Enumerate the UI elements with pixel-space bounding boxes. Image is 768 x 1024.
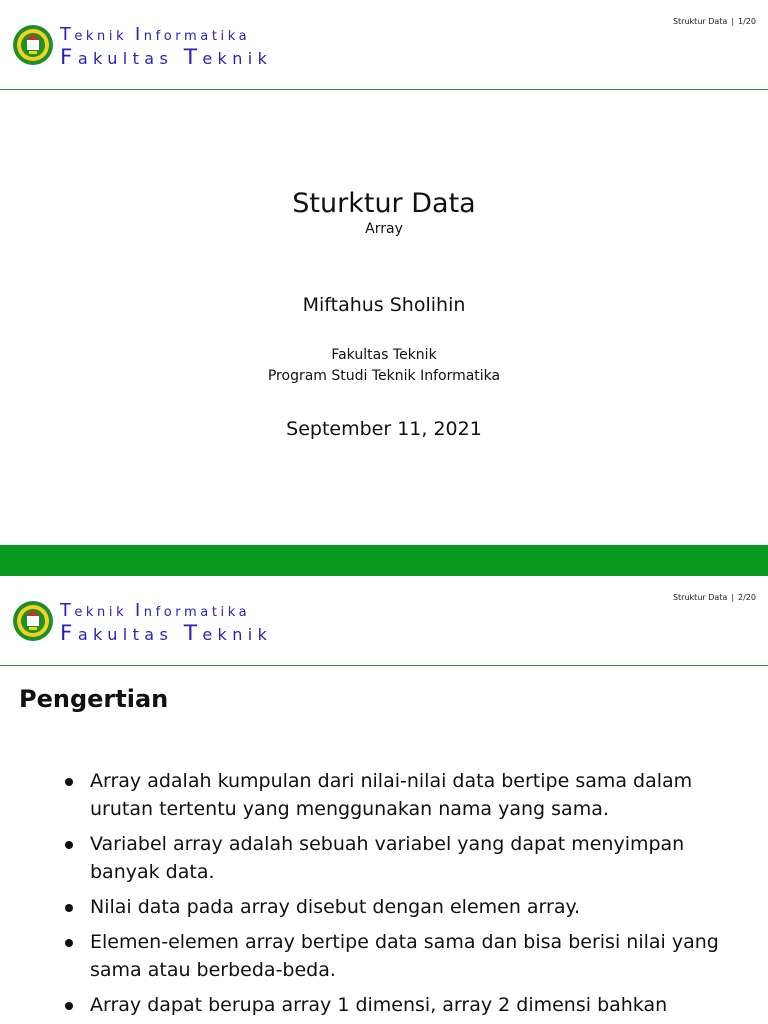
institution-line2: Fakultas Teknik <box>60 621 273 646</box>
bullet-text: Array dapat berupa array 1 dimensi, array 2 dimensi bahkan <box>90 994 668 1016</box>
list-item <box>62 893 752 921</box>
institution-name <box>60 26 272 70</box>
course-label: Struktur Data <box>672 17 728 26</box>
university-logo-icon <box>12 22 54 68</box>
slide-header <box>0 576 768 666</box>
bullet-list <box>62 767 752 1024</box>
section-heading: Pengertian <box>19 685 169 713</box>
slide-subtitle: Array <box>365 221 403 237</box>
bullet-text: Array adalah kumpulan dari nilai-nilai data bertipe sama dalam urutan tertentu yang menggunakan nama yang sama. <box>90 770 693 820</box>
separator: | <box>731 17 735 26</box>
presentation-date: September 11, 2021 <box>286 418 482 440</box>
page-reference <box>673 17 756 26</box>
list-item <box>62 991 752 1019</box>
list-item <box>62 830 752 886</box>
university-logo-icon <box>12 598 54 644</box>
page-number: 2/20 <box>738 593 756 602</box>
page-number: 1/20 <box>738 17 756 26</box>
bullet-icon <box>65 1002 73 1010</box>
slide-2 <box>0 576 768 1024</box>
institution-name <box>60 602 272 646</box>
institute-line1: Fakultas Teknik <box>331 347 437 363</box>
bullet-icon <box>65 841 73 849</box>
header-rule <box>0 89 768 90</box>
bullet-text: Nilai data pada array disebut dengan elemen array. <box>90 896 581 918</box>
bullet-text: Variabel array adalah sebuah variabel yang dapat menyimpan banyak data. <box>90 833 685 883</box>
bullet-icon <box>65 778 73 786</box>
institution-line1: Teknik Informatika <box>60 25 251 45</box>
separator: | <box>731 593 735 602</box>
bullet-icon <box>65 939 73 947</box>
institution-line2: Fakultas Teknik <box>60 45 273 70</box>
institution-line1: Teknik Informatika <box>60 601 251 621</box>
page-reference <box>673 593 756 602</box>
list-item <box>62 767 752 823</box>
list-item <box>62 928 752 984</box>
slide-separator-band <box>0 545 768 576</box>
slide-title: Sturktur Data <box>292 188 476 219</box>
bullet-text: Elemen-elemen array bertipe data sama dan bisa berisi nilai yang sama atau berbeda-beda. <box>90 931 719 981</box>
author-name: Miftahus Sholihin <box>302 294 466 316</box>
header-rule <box>0 665 768 666</box>
course-label: Struktur Data <box>672 593 728 602</box>
bullet-icon <box>65 904 73 912</box>
institute-line2: Program Studi Teknik Informatika <box>267 368 501 384</box>
slide-header <box>0 0 768 90</box>
